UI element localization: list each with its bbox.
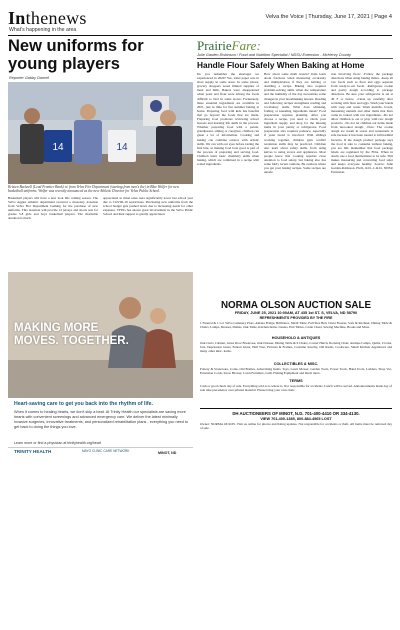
- mayo-logo: MAYO CLINIC CARE NETWORK: [82, 449, 130, 453]
- svg-text:14: 14: [116, 142, 128, 153]
- auctioneer-contact: VIEW 701-400-1385, 800-884-4965 LOST: [260, 417, 332, 421]
- auction-section-title: HOUSEHOLD & ANTIQUES: [271, 336, 321, 340]
- article-column: appreciated as ticket sales were significantly lower last school year due to COVID-19 restrictions. Purchasing new uniforms from the school budget gets pushed down due to increasing needs for other expenses. VFDG has shown great involvement in the Velva Public School and their support is greatly appreciated.: [103, 196, 193, 217]
- auctioneer: DH AUCTIONEERS OF MINOT, N.D. 701-400-4410 OR 334-4130.: [232, 411, 360, 416]
- article-photo: [8, 82, 193, 184]
- auction-date: FRIDAY, JUNE 25, 2021 10:00AM, AT 435 1st ST. S, VELVA, ND 58790: [234, 311, 358, 315]
- auction-section-title: TERMS: [289, 379, 303, 383]
- trinity-health-ad[interactable]: [8, 272, 193, 458]
- auction-items: Pottery & Stoneware, Coins, Old Bottles, Advertising Items, Toys, Lawn Mower, Garden Tools, Power Tools, Hand Tools, Ladders, Shop Vac, Extension Cords, Snow Blower, Lawn Furniture, Grill, Fishing Equipment and much more.: [200, 367, 392, 376]
- article-byline: Reporter Gabby Darnell: [9, 76, 50, 80]
- auction-divider: [200, 408, 392, 409]
- article-headline: Handle Flour Safely When Baking at Home: [197, 60, 365, 70]
- ad-body: When it comes to healing hearts, we don't skip a beat. At Trinity Health our specialists are saving more hearts with convenient screenings and advanced emergency care. We deliver the latest minimally invasive surgeries, innovative treatments, and personalized rehabilitation plans - everything you need to get back to doing the things you love.: [14, 410, 189, 429]
- article-column: How about some math review? Kids learn about fractions when measuring accurately and multiplication if they are halving or doubling a recipe. Baking also requires problem-solving skills when the temperature and the humidity of the day necessitate some changes in your breadmaking lessons. Reading and following recipes strengthens reading and vocabulary skills. What does whisking, folding or kneading ingredients mean? Food preparation requires planning. After you choose a recipe, you need to check your ingredient supply and shop for the missing items in your pantry or refrigerator. Food preparation also requires patience, especially if yeast bread is involved. With siblings working together, children gain conflict resolution skills may be practiced. Children also learn about safety skills, from using knives to using stoves and appliances. Most people know that cooking requires close attention to food safety, but baking also has some fairly recent cautions. Be cautious where you get your baking recipes. Some recipes are unsafe.: [264, 72, 326, 175]
- section-tagline: What's happening in the area: [9, 27, 77, 33]
- article-column: tion involving flour: -Follow the package directions when using baking mixes. -Keep all raw foods such as flour and eggs separate from ready-to-eat foods. -Refrigerate cookie and pastry dough according to package directions. Be sure your refrigerator is set at 40 F or below. -Clean up carefully after working with flour and eggs. Wash your hands with soap and water. Wash utensils, bowls, measuring utensils and other items that have come in contact with raw ingredients. -Do not allow children to eat or play with raw dough products. -Do not let children eat items made from uncooked dough. -Note: The cookie dough ice cream in stores and restaurants is safe because it has been treated to kill harmful bacteria. If the dough product package says the food is safe to consume without baking, you are OK. Remember that food package labels are regulated by the FDA. When in doubt, use a food thermometer to be safe. This makes measuring and converting food safer and keeps everyone healthy. Source: Julie Garden-Robinson, Ph.D., R.D., L.R.D., NDSU Extension.: [331, 72, 393, 175]
- ad-hero-text: MAKING MORE MOVES. TOGETHER.: [14, 322, 129, 347]
- auction-terms: Cash or good check day of sale. Everything sold as is where is. Not responsible for accidents. Lunch will be served. Announcements made day of sale take precedence over printed material. Please bring your own chair.: [200, 384, 392, 393]
- auction-title: NORMA OLSON AUCTION SALE: [220, 300, 372, 311]
- auction-note: REFRESHMENTS PROVIDED BY THE FIRE: [259, 316, 333, 320]
- auction-items: Oak Curio Cabinet, Glass Door Bookcase, Oak Dresser, Dining Table & 6 Chairs, Corner Hutch, Rocking Chair, Antique Lamps, Quilts, Crocks, Jars, Depression Glass, Fenton Glass, Hall Tree, Pictures & Frames, Costume Jewelry, Old Radio, Cookware, Small Kitchen Appliances and many other misc. items.: [200, 341, 392, 354]
- article-headline: New uniforms for young players: [8, 37, 144, 73]
- issue-meta: Velva the Voice | Thursday, June 17, 2021 | Page 4: [265, 14, 392, 20]
- column-author-line: Julie Garden-Robinson / Food and Nutrition Specialist / NDSU Extension - McHenry County: [197, 53, 351, 57]
- auction-section-title: COLLECTIBLES & MISC.: [273, 362, 319, 366]
- ad-footer: [8, 447, 193, 458]
- column-name: PrairieFare:: [197, 38, 261, 53]
- auction-footer: Owner: NORMA OLSON. Visit us online for photos and listing updates. Not responsible for accidents or theft. All items must be removed day of sale.: [200, 422, 392, 431]
- ad-headline: Heart-saving care to get you back into the rhythm of life.: [14, 401, 153, 407]
- auction-items: 1 Funeral & 1 Lot Velva Cemetery Plots, Amana Fridge, Brilliance, Small Table, Full Size Bed, Chest Freezer, Sofa & Recliner, Dining Table & Chairs, Lamps, Dresser, Dishes, Oak Table, Kitchen Items, Linens, End Tables, Cedar Chest, Sewing Machine, Books and More.: [200, 321, 392, 330]
- photo-caption: Kristen Bucknell (Lead Frontier Bank) w/ from Velva Fire Department (starting from men's the) in Blue Wolfer for new basketball uniforms. Wolfer was recently announced as the new Athletic Director for Velva Public School.: [8, 185, 179, 194]
- column-divider: [197, 58, 393, 59]
- section-logo: Inthenews: [8, 8, 87, 28]
- auction-listing: [200, 300, 392, 630]
- ad-link[interactable]: Learn more or find a physician at trinityhealth.org/heart: [14, 441, 102, 445]
- svg-text:14: 14: [52, 142, 64, 153]
- uniform-presentation-photo: [8, 82, 193, 184]
- article-column: Basketball players will have a new look this coming season. The Velva Aggies Athletic department received a monetary donation from Velva Fire Department Gaming for the purchase of new uniforms. This donation will provide 12 jerseys and shorts sets for grades 5-8 girls and boys basketball players. The charitable donation is much: [8, 196, 98, 221]
- article-column: Do you remember the shortages we experienced in 2020? Yes, toilet paper was in short supply in some areas. In some places, grocery shoppers noted limited supplies of meat and milk. Bakers were disappointed when yeast and flour were among the foods difficult to find in some stores. Fortunately, these essential ingredients are available in 2021, just in time for fun summer baking at home. Preparing food with kids has benefits that go beyond the foods that are made. Preparing food promotes reviewing school lessons and learning life skills in the process. Whether preparing food with a parent, grandparent, sibling or caregiver, children can glean a lot of information. Cooking and baking can combine science with artistic skills. We can with our eyes before tasting the first bite, so making food look good is part of the process of preparing and serving food. Children learn basic chemistry skills when baking, which are combined in a recipe with scaled ingredients.: [197, 72, 259, 167]
- ad-city: MINOT, ND: [158, 451, 177, 455]
- page-header: [8, 8, 392, 34]
- trinity-logo: TRINITY HEALTH: [14, 449, 52, 454]
